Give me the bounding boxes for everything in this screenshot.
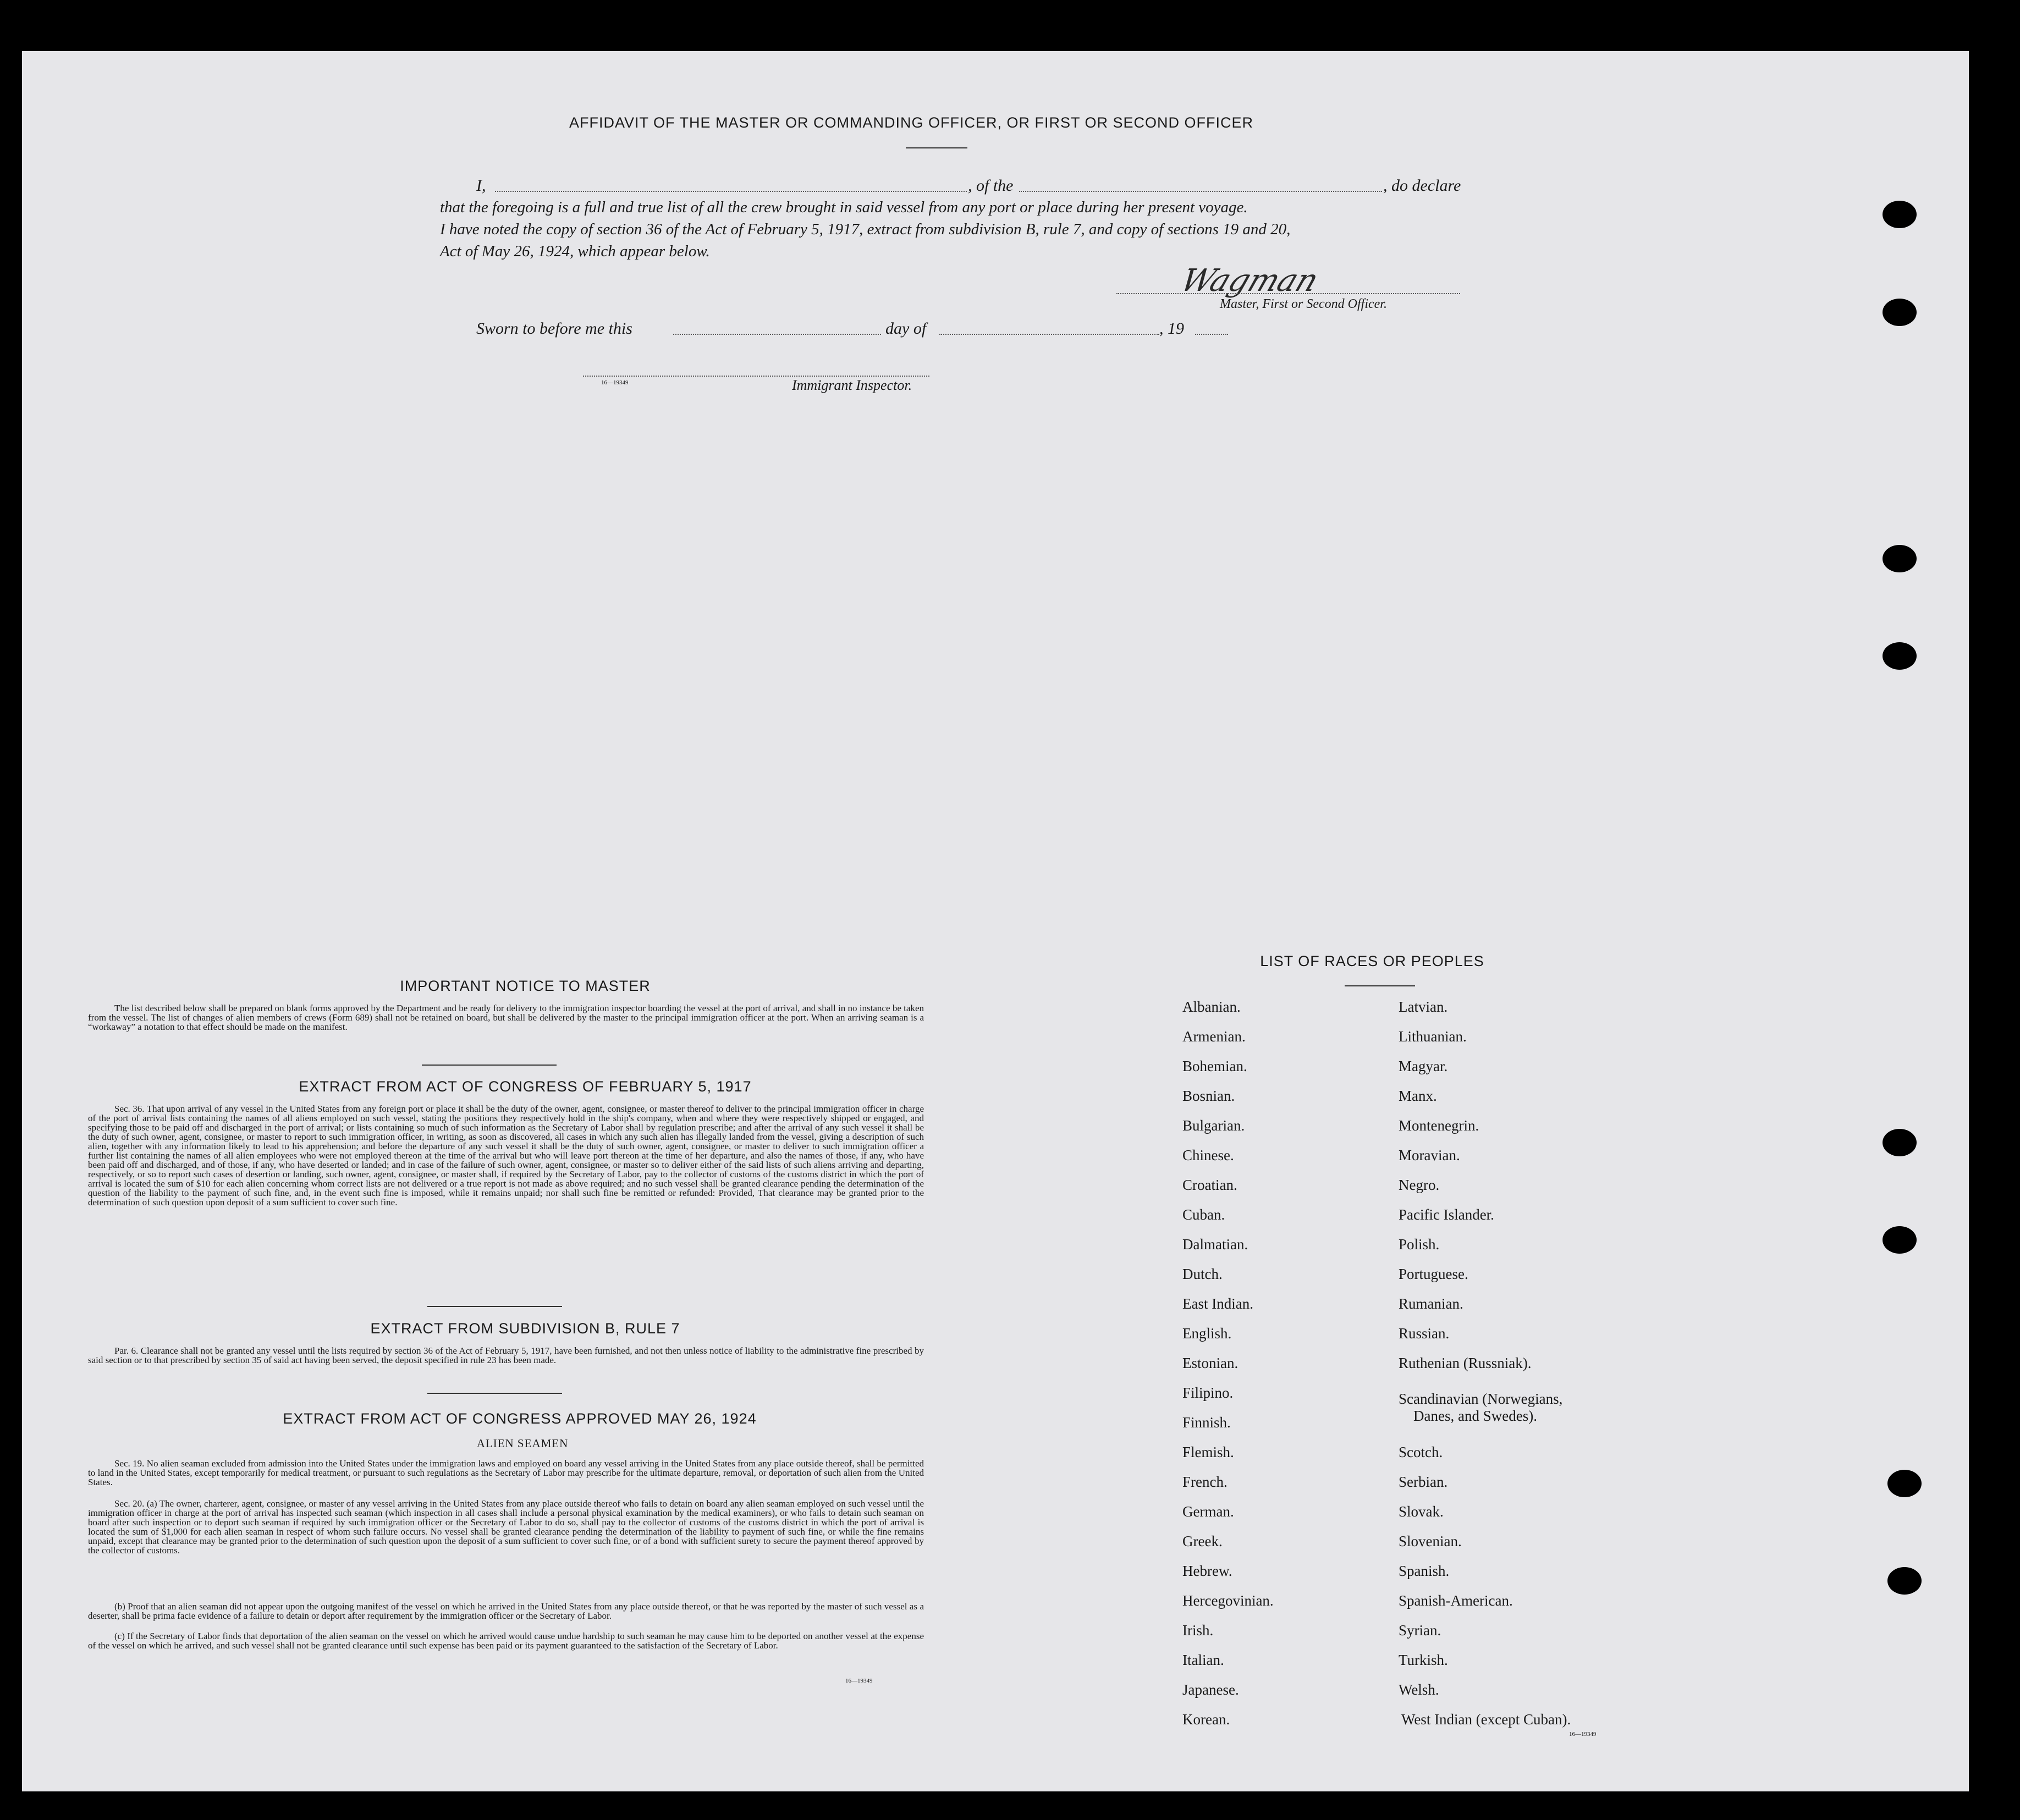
affidavit-line-3: I have noted the copy of section 36 of the Act of February 5, 1917, extract from subdivision B, rule 7, and copy of sections 19 and 20, [440, 220, 1291, 238]
race-item: Flemish. [1182, 1444, 1234, 1460]
race-item: Cuban. [1182, 1206, 1225, 1223]
extract-1924-sec20b: (b) Proof that an alien seaman did not appear upon the outgoing manifest of the vessel on which he arrived in the United States from any place outside thereof, or that he was reported by the master of such vessel as a deserter, shall be prima facie evidence of a failure to detain or deport after requirement by the immigration officer or the Secretary of Labor. [88, 1601, 924, 1621]
affidavit-of-the: , of the [968, 177, 1014, 195]
extract-1924-sec20c: (c) If the Secretary of Labor finds that deportation of the alien seaman on the vessel on which he arrived would cause undue hardship to such seaman he may cause him to be deported on another vessel at the expense of the vessel on which he arrived, and such vessel shall not be granted clearance until such expense has been paid or its payment guaranteed to the satisfaction of the Secretary of Labor. [88, 1631, 924, 1651]
race-item: West Indian (except Cuban). [1401, 1711, 1571, 1728]
punch-hole [1887, 1567, 1922, 1595]
race-item: Korean. [1182, 1711, 1230, 1728]
inspector-signature-line [583, 376, 929, 377]
extract-1924-subtitle: ALIEN SEAMEN [476, 1437, 569, 1450]
sworn-month-blank[interactable] [939, 334, 1159, 335]
signer-label: Master, First or Second Officer. [1220, 297, 1387, 311]
punch-hole [1883, 1129, 1917, 1156]
notice-rule [422, 1065, 557, 1066]
race-item: Welsh. [1399, 1681, 1439, 1698]
race-item: East Indian. [1182, 1295, 1253, 1312]
race-item: Serbian. [1399, 1474, 1448, 1490]
race-item: Croatian. [1182, 1177, 1237, 1193]
race-item: Armenian. [1182, 1028, 1246, 1045]
races-form-number: 16—19349 [1569, 1731, 1597, 1738]
race-item: Japanese. [1182, 1681, 1239, 1698]
race-item: Italian. [1182, 1652, 1224, 1668]
race-item: Portuguese. [1399, 1266, 1468, 1282]
punch-hole [1883, 545, 1917, 572]
race-item: Greek. [1182, 1533, 1223, 1549]
race-item: Finnish. [1182, 1414, 1231, 1431]
race-item: French. [1182, 1474, 1228, 1490]
race-item: Dalmatian. [1182, 1236, 1248, 1253]
race-item: Lithuanian. [1399, 1028, 1467, 1045]
notice-title: IMPORTANT NOTICE TO MASTER [400, 978, 651, 994]
affidavit-i: I, [476, 177, 486, 195]
race-item: Irish. [1182, 1622, 1214, 1639]
year-text: , 19 [1159, 319, 1184, 338]
punch-hole [1883, 642, 1917, 670]
race-item: Filipino. [1182, 1385, 1234, 1401]
race-item: Spanish-American. [1399, 1592, 1513, 1609]
race-item: Negro. [1399, 1177, 1440, 1193]
punch-hole [1883, 201, 1917, 228]
affidavit-line-4: Act of May 26, 1924, which appear below. [440, 242, 710, 260]
race-item: Chinese. [1182, 1147, 1234, 1163]
signature-line [1116, 293, 1460, 294]
rule7-title: EXTRACT FROM SUBDIVISION B, RULE 7 [370, 1320, 680, 1337]
race-item: Scandinavian (Norwegians, [1399, 1391, 1563, 1407]
punch-hole [1883, 299, 1917, 326]
race-item: Magyar. [1399, 1058, 1448, 1074]
race-item: Montenegrin. [1399, 1117, 1479, 1134]
race-item: Danes, and Swedes). [1413, 1408, 1537, 1424]
race-item: Syrian. [1399, 1622, 1441, 1639]
race-item: Scotch. [1399, 1444, 1443, 1460]
race-item: Latvian. [1399, 999, 1448, 1015]
rule7-body: Par. 6. Clearance shall not be granted any vessel until the lists required by section 36 of the Act of February 5, 1917, have been furnished, and not then unless notice of liability to the administrative fine prescribed by said section or to that prescribed by section 35 of said act having been served, the deposit specified in rule 23 has been made. [88, 1345, 924, 1365]
affidavit-form-number: 16—19349 [601, 379, 629, 386]
race-item: Spanish. [1399, 1563, 1450, 1579]
race-item: Bohemian. [1182, 1058, 1247, 1074]
race-item: Hebrew. [1182, 1563, 1232, 1579]
race-item: Rumanian. [1399, 1295, 1463, 1312]
race-item: Moravian. [1399, 1147, 1460, 1163]
officer-signature: Wagman [1176, 263, 1324, 299]
punch-hole [1883, 1226, 1917, 1254]
race-item: Slovak. [1399, 1503, 1444, 1520]
races-title-rule [1345, 985, 1415, 986]
document-page [22, 51, 1969, 1791]
race-item: Pacific Islander. [1399, 1206, 1494, 1223]
notice-body: The list described below shall be prepared on blank forms approved by the Department and be ready for delivery to the immigration inspector boarding the vessel at the port of arrival, and shall in no instance be taken from the vessel. The list of changes of alien members of crews (Form 689) shall not be retained on board, but shall be delivered by the master to the principal immigration officer at the port. When an arriving seaman is a “workaway” a notation to that effect should be made on the manifest. [88, 1003, 924, 1032]
sworn-day-blank[interactable] [673, 334, 881, 335]
race-item: Turkish. [1399, 1652, 1448, 1668]
affidavit-do-declare: , do declare [1383, 177, 1461, 195]
race-item: Ruthenian (Russniak). [1399, 1355, 1532, 1371]
day-of-text: day of [885, 319, 927, 338]
race-item: Polish. [1399, 1236, 1440, 1253]
race-item: Slovenian. [1399, 1533, 1462, 1549]
extract-1924-form-number: 16—19349 [845, 1678, 873, 1684]
race-item: Estonian. [1182, 1355, 1239, 1371]
inspector-label: Immigrant Inspector. [792, 377, 912, 393]
extract-1924-sec20a: Sec. 20. (a) The owner, charterer, agent, consignee, or master of any vessel arriving in the United States from any place outside thereof who fails to detain on board any alien seaman employed on such vessel until the immigration officer in charge at the port of arrival has inspected such seaman (which inspection in all cases shall include a personal physical examination by the medical examiners), or who fails to detain such seaman on board after such inspection or to deport such seaman if required by such immigration officer or the Secretary of Labor to do so, shall pay to the collector of customs of the customs district in which the port of arrival is located the sum of $1,000 for each alien seaman in respect of whom such failure occurs. No vessel shall be granted clearance pending the determination of the liability to payment of such fine, or while the fine remains unpaid, except that clearance may be granted prior to the determination of such question upon the deposit of a sum sufficient to cover such fine, or of a bond with sufficient surety to secure the payment thereof approved by the collector of customs. [88, 1498, 924, 1556]
rule7-rule [427, 1393, 562, 1394]
sworn-year-blank[interactable] [1195, 334, 1228, 335]
extract-1917-title: EXTRACT FROM ACT OF CONGRESS OF FEBRUARY 5, 1917 [299, 1078, 752, 1095]
affidavit-title: AFFIDAVIT OF THE MASTER OR COMMANDING OFFICER, OR FIRST OR SECOND OFFICER [569, 114, 1254, 131]
race-item: Bosnian. [1182, 1088, 1235, 1104]
race-item: Russian. [1399, 1325, 1450, 1342]
extract-1924-sec19: Sec. 19. No alien seaman excluded from admission into the United States under the immigration laws and employed on board any vessel arriving in the United States from any place outside thereof, shall be permitted to land in the United States, except temporarily for medical treatment, or pursuant to such regulations as the Secretary of Labor may prescribe for the ultimate departure, removal, or deportation of such alien from the United States. [88, 1458, 924, 1487]
extract-1917-body: Sec. 36. That upon arrival of any vessel in the United States from any foreign port or place it shall be the duty of the owner, agent, consignee, or master thereof to deliver to the principal immigration officer in charge of the port of arrival lists containing the names of all aliens employed on such vessel, stating the positions they respectively hold in the ship's company, when and where they were respectively shipped or engaged, and specifying those to be paid off and discharged in the port of arrival; or lists containing so much of such information as the Secretary of Labor shall by regulation prescribe; and after the arrival of any such vessel it shall be the duty of such owner, agent, consignee, or master to report to such immigration officer, in writing, as soon as discovered, all cases in which any such alien has illegally landed from the vessel, giving a description of such alien, together with any information likely to lead to his apprehension; and before the departure of any such vessel it shall be the duty of such owner, agent, consignee, or master to deliver to such immigration officer a further list containing the names of all alien employees who were not employed thereon at the time of the arrival but who will leave port thereon at the time of her departure, and also the names of those, if any, who have been paid off and discharged, and of those, if any, who have deserted or landed; and in case of the failure of such owner, agent, consignee, or master so to deliver either of the said lists of such aliens arriving and departing, respectively, or so to report such cases of desertion or landing, such owner, agent, consignee, or master shall, if required by the Secretary of Labor, pay to the collector of customs of the customs district in which the port of arrival is located the sum of $10 for each alien concerning whom correct lists are not delivered or a true report is not made as above required; and no such vessel shall be granted clearance pending the determination of the question of the liability to the payment of such fine, and, in the event such fine is imposed, while it remains unpaid; nor shall such fine be remitted or refunded: Provided, That clearance may be granted prior to the determination of such question upon deposit of a sum sufficient to cover such fine. [88, 1104, 924, 1207]
affidavit-title-rule [906, 147, 967, 148]
races-title: LIST OF RACES OR PEOPLES [1260, 953, 1484, 969]
race-item: German. [1182, 1503, 1234, 1520]
vessel-name-blank[interactable] [1019, 191, 1382, 192]
extract-1924-title: EXTRACT FROM ACT OF CONGRESS APPROVED MAY 26, 1924 [283, 1410, 757, 1427]
race-item: Bulgarian. [1182, 1117, 1245, 1134]
sworn-text: Sworn to before me this [476, 319, 632, 338]
punch-hole [1887, 1470, 1922, 1497]
race-item: Manx. [1399, 1088, 1437, 1104]
race-item: Dutch. [1182, 1266, 1223, 1282]
affidavit-line-2: that the foregoing is a full and true list of all the crew brought in said vessel from any port or place during her present voyage. [440, 198, 1248, 216]
race-item: Hercegovinian. [1182, 1592, 1274, 1609]
race-item: Albanian. [1182, 999, 1241, 1015]
race-item: English. [1182, 1325, 1232, 1342]
affiant-name-blank[interactable] [495, 191, 967, 192]
extract-1917-rule [427, 1306, 562, 1307]
